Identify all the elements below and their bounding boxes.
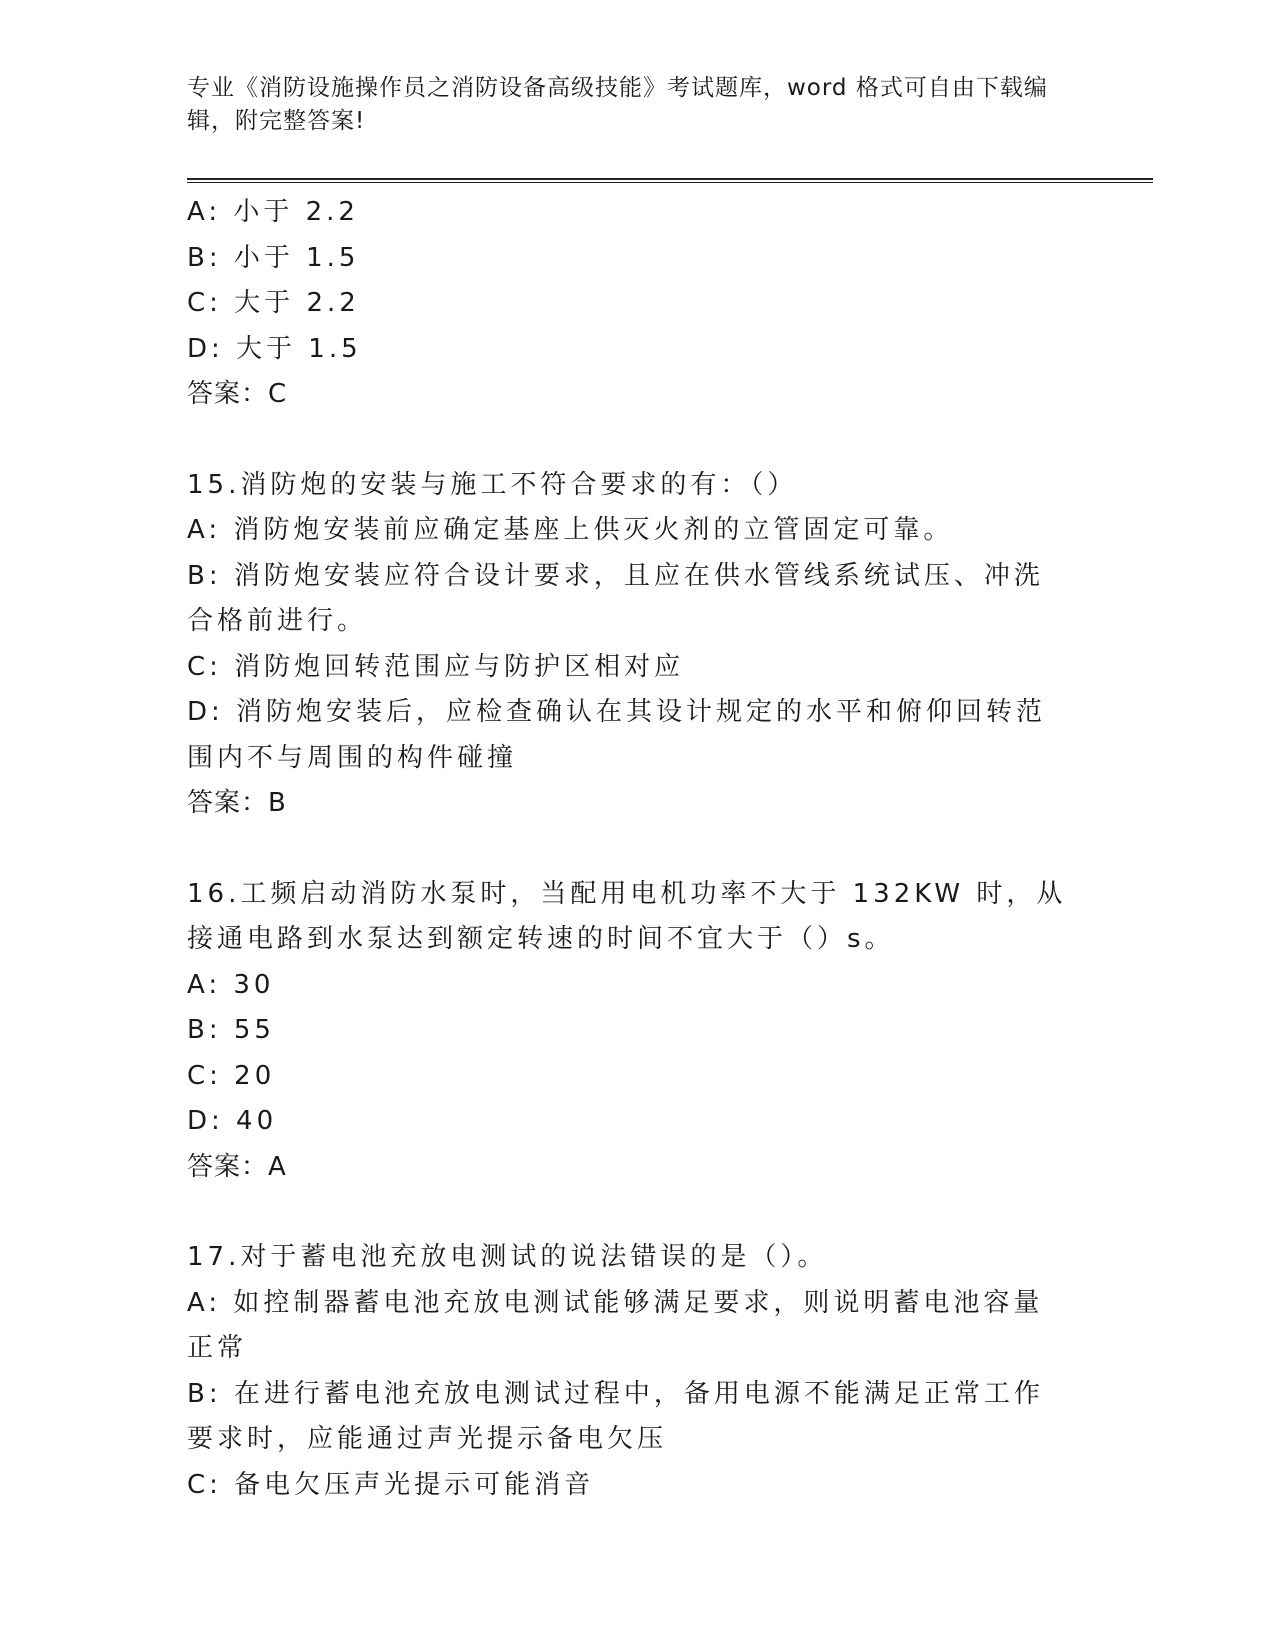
option-a: A: 消防炮安装前应确定基座上供灭火剂的立管固定可靠。 (187, 515, 954, 545)
option-a: A: 如控制器蓄电池充放电测试能够满足要求，则说明蓄电池容量正常 (187, 1287, 1044, 1363)
option-c: C: 消防炮回转范围应与防护区相对应 (187, 651, 685, 682)
document-body (187, 190, 1067, 1508)
question-prev (187, 190, 1067, 418)
question-16 (187, 872, 1067, 1191)
option-d: D: 40 (187, 1106, 278, 1136)
document-header: 专业《消防设施操作员之消防设备高级技能》考试题库，word 格式可自由下载编辑，附完整答案! (187, 75, 1048, 134)
option-b: B: 在进行蓄电池充放电测试过程中，备用电源不能满足正常工作要求时，应能通过声光提示备电欠压 (187, 1378, 1044, 1454)
option-b: B: 消防炮安装应符合设计要求，且应在供水管线系统试压、冲洗合格前进行。 (187, 560, 1044, 636)
question-stem: 16.工频启动消防水泵时，当配用电机功率不大于 132KW 时，从接通电路到水泵达到额定转速的时间不宜大于（）s。 (187, 878, 1067, 954)
option-d: D: 消防炮安装后，应检查确认在其设计规定的水平和俯仰回转范围内不与周围的构件碰撞 (187, 697, 1047, 773)
answer: 答案：A (187, 1151, 287, 1182)
question-17 (187, 1235, 1067, 1508)
option-d: D: 大于 1.5 (187, 333, 362, 364)
question-stem: 17.对于蓄电池充放电测试的说法错误的是（）。 (187, 1242, 828, 1272)
option-c: C: 大于 2.2 (187, 288, 360, 318)
answer: 答案：B (187, 788, 287, 818)
option-a: A: 小于 2.2 (187, 197, 359, 227)
option-c: C: 备电欠压声光提示可能消音 (187, 1469, 595, 1500)
answer: 答案：C (187, 379, 288, 409)
option-b: B: 小于 1.5 (187, 242, 360, 273)
option-c: C: 20 (187, 1060, 276, 1091)
question-15 (187, 463, 1067, 827)
header-divider (187, 178, 1153, 183)
question-stem: 15.消防炮的安装与施工不符合要求的有：（） (187, 469, 798, 500)
option-b: B: 55 (187, 1015, 275, 1045)
option-a: A: 30 (187, 969, 275, 1000)
